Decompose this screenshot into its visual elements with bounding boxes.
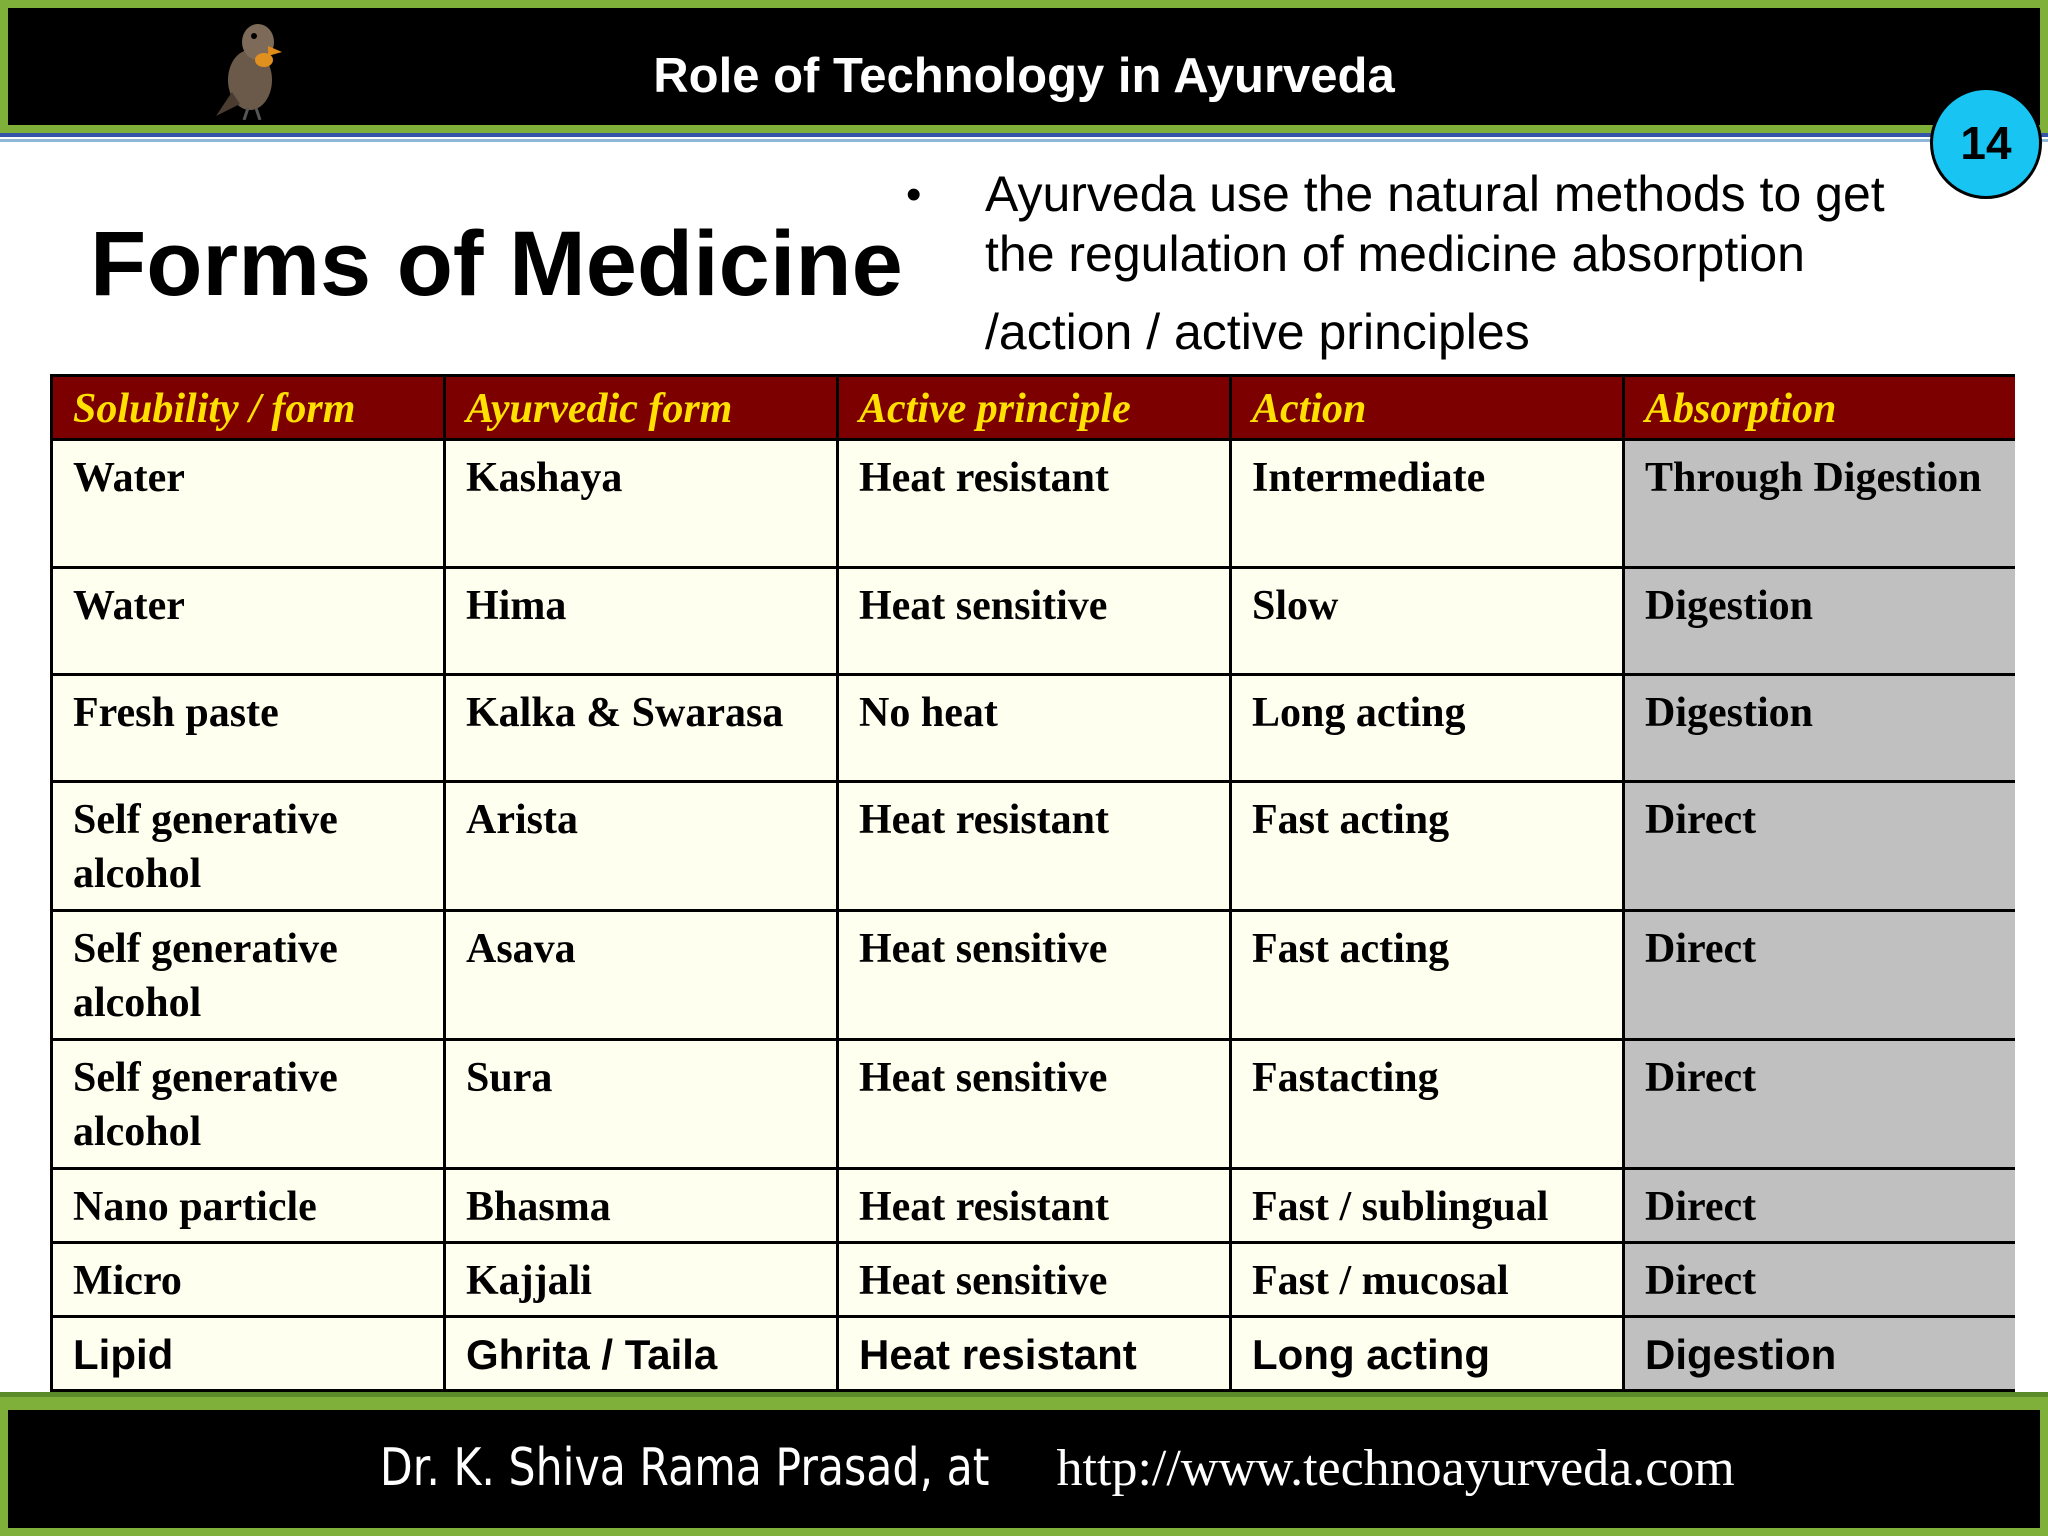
column-header-ayurvedic-form: Ayurvedic form	[445, 376, 838, 440]
cell-absorption: Digestion	[1624, 675, 2016, 782]
cell-solubility: Nano particle	[52, 1169, 445, 1243]
cell-absorption: Digestion	[1624, 568, 2016, 675]
table-row	[52, 911, 2016, 1040]
cell-absorption: Direct	[1624, 1040, 2016, 1169]
header-divider-light	[0, 139, 2048, 142]
header-inner	[8, 8, 2040, 125]
column-header-absorption: Absorption	[1624, 376, 2016, 440]
cell-solubility: Self generative alcohol	[52, 1040, 445, 1169]
cell-action: Fast / sublingual	[1231, 1169, 1624, 1243]
bullet-icon: •	[906, 170, 922, 219]
cell-ayurvedic-form: Kalka & Swarasa	[445, 675, 838, 782]
bullet-line-3: /action / active principles	[985, 304, 1530, 360]
bird-logo-icon	[210, 12, 300, 120]
header-title: Role of Technology in Ayurveda	[653, 49, 1395, 103]
cell-solubility: Water	[52, 568, 445, 675]
cell-action: Long acting	[1231, 675, 1624, 782]
cell-ayurvedic-form: Arista	[445, 782, 838, 911]
cell-ayurvedic-form: Kashaya	[445, 440, 838, 568]
cell-ayurvedic-form: Sura	[445, 1040, 838, 1169]
cell-active-principle: Heat sensitive	[838, 911, 1231, 1040]
cell-absorption: Direct	[1624, 1243, 2016, 1317]
cell-active-principle: Heat resistant	[838, 440, 1231, 568]
cell-solubility: Micro	[52, 1243, 445, 1317]
table-row	[52, 1169, 2016, 1243]
bullet-text	[985, 164, 1945, 362]
cell-action: Fastacting	[1231, 1040, 1624, 1169]
footer-credit	[0, 1438, 2048, 1498]
cell-active-principle: Heat sensitive	[838, 568, 1231, 675]
cell-solubility: Self generative alcohol	[52, 911, 445, 1040]
table-header-row	[52, 376, 2016, 440]
footer-divider	[0, 1392, 2048, 1397]
column-header-solubility: Solubility / form	[52, 376, 445, 440]
cell-action: Intermediate	[1231, 440, 1624, 568]
table-row	[52, 1317, 2016, 1391]
cell-ayurvedic-form: Bhasma	[445, 1169, 838, 1243]
table-row	[52, 675, 2016, 782]
column-header-action: Action	[1231, 376, 1624, 440]
cell-absorption: Through Digestion	[1624, 440, 2016, 568]
table-row	[52, 568, 2016, 675]
medicine-forms-table	[50, 374, 2015, 1396]
cell-ayurvedic-form: Kajjali	[445, 1243, 838, 1317]
cell-absorption: Direct	[1624, 1169, 2016, 1243]
cell-active-principle: Heat resistant	[838, 1169, 1231, 1243]
cell-action: Slow	[1231, 568, 1624, 675]
cell-solubility: Water	[52, 440, 445, 568]
column-header-active-principle: Active principle	[838, 376, 1231, 440]
cell-action: Long acting	[1231, 1317, 1624, 1391]
cell-action: Fast acting	[1231, 782, 1624, 911]
cell-solubility: Self generative alcohol	[52, 782, 445, 911]
cell-action: Fast acting	[1231, 911, 1624, 1040]
table-row	[52, 1040, 2016, 1169]
cell-active-principle: Heat resistant	[838, 782, 1231, 911]
footer-url: http://www.technoayurveda.com	[1056, 1440, 1735, 1497]
bullet-line-1: Ayurveda use the natural methods to get	[985, 166, 1885, 222]
cell-active-principle: Heat sensitive	[838, 1040, 1231, 1169]
slide-title: Forms of Medicine	[90, 213, 903, 315]
cell-action: Fast / mucosal	[1231, 1243, 1624, 1317]
page-number-badge: 14	[1930, 87, 2042, 199]
cell-ayurvedic-form: Hima	[445, 568, 838, 675]
table-row	[52, 440, 2016, 568]
cell-active-principle: No heat	[838, 675, 1231, 782]
cell-absorption: Direct	[1624, 782, 2016, 911]
cell-ayurvedic-form: Ghrita / Taila	[445, 1317, 838, 1391]
cell-ayurvedic-form: Asava	[445, 911, 838, 1040]
cell-solubility: Lipid	[52, 1317, 445, 1391]
footer-author: Dr. K. Shiva Rama Prasad, at	[380, 1438, 990, 1498]
cell-active-principle: Heat sensitive	[838, 1243, 1231, 1317]
bullet-line-2: the regulation of medicine absorption	[985, 226, 1805, 282]
cell-absorption: Direct	[1624, 911, 2016, 1040]
cell-active-principle: Heat resistant	[838, 1317, 1231, 1391]
header-divider	[0, 133, 2048, 137]
header-bar	[0, 0, 2048, 133]
cell-solubility: Fresh paste	[52, 675, 445, 782]
table-row	[52, 1243, 2016, 1317]
cell-absorption: Digestion	[1624, 1317, 2016, 1391]
table-row	[52, 782, 2016, 911]
